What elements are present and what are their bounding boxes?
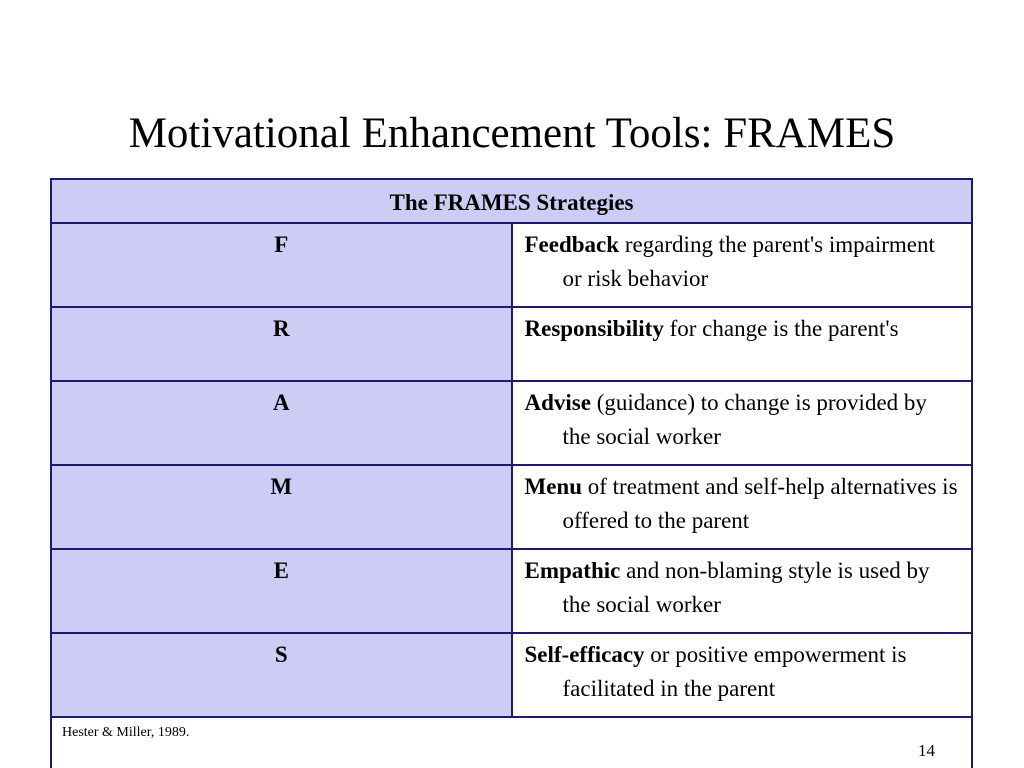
page-number: 14 (918, 741, 935, 760)
strategy-description (512, 549, 973, 633)
table-row (51, 549, 972, 633)
strategy-keyword: Advise (524, 390, 591, 415)
strategy-detail: for change is the parent's (663, 316, 899, 341)
strategy-description (512, 223, 973, 307)
table-header: The FRAMES Strategies (51, 179, 972, 223)
table-header-row (51, 179, 972, 223)
table-footer-row (51, 717, 972, 768)
frames-strategies-table (50, 178, 973, 768)
table-footer (51, 717, 972, 768)
strategy-detail: of treatment and self-help alternatives is offered to the parent (562, 474, 958, 533)
strategy-letter: R (51, 307, 512, 381)
strategy-keyword: Responsibility (524, 316, 664, 341)
strategy-letter: S (51, 633, 512, 717)
strategy-keyword: Feedback (524, 232, 620, 257)
table-row (51, 223, 972, 307)
strategy-description (512, 307, 973, 381)
strategy-keyword: Menu (524, 474, 582, 499)
strategy-description (512, 381, 973, 465)
strategy-letter: M (51, 465, 512, 549)
strategy-letter: F (51, 223, 512, 307)
strategy-keyword: Self-efficacy (524, 642, 645, 667)
strategy-detail: regarding the parent's impairment or risk behavior (562, 232, 935, 291)
citation: Hester & Miller, 1989. (62, 725, 190, 740)
table-row (51, 307, 972, 381)
strategy-keyword: Empathic (524, 558, 621, 583)
strategy-detail: or positive empowerment is facilitated in the parent (562, 642, 907, 701)
strategy-detail: (guidance) to change is provided by the social worker (562, 390, 927, 449)
table-row (51, 381, 972, 465)
slide-title: Motivational Enhancement Tools: FRAMES (128, 110, 896, 157)
table-row (51, 465, 972, 549)
strategy-description (512, 633, 973, 717)
strategy-letter: E (51, 549, 512, 633)
strategy-description (512, 465, 973, 549)
strategy-detail: and non-blaming style is used by the social worker (562, 558, 930, 617)
table-row (51, 633, 972, 717)
strategy-letter: A (51, 381, 512, 465)
